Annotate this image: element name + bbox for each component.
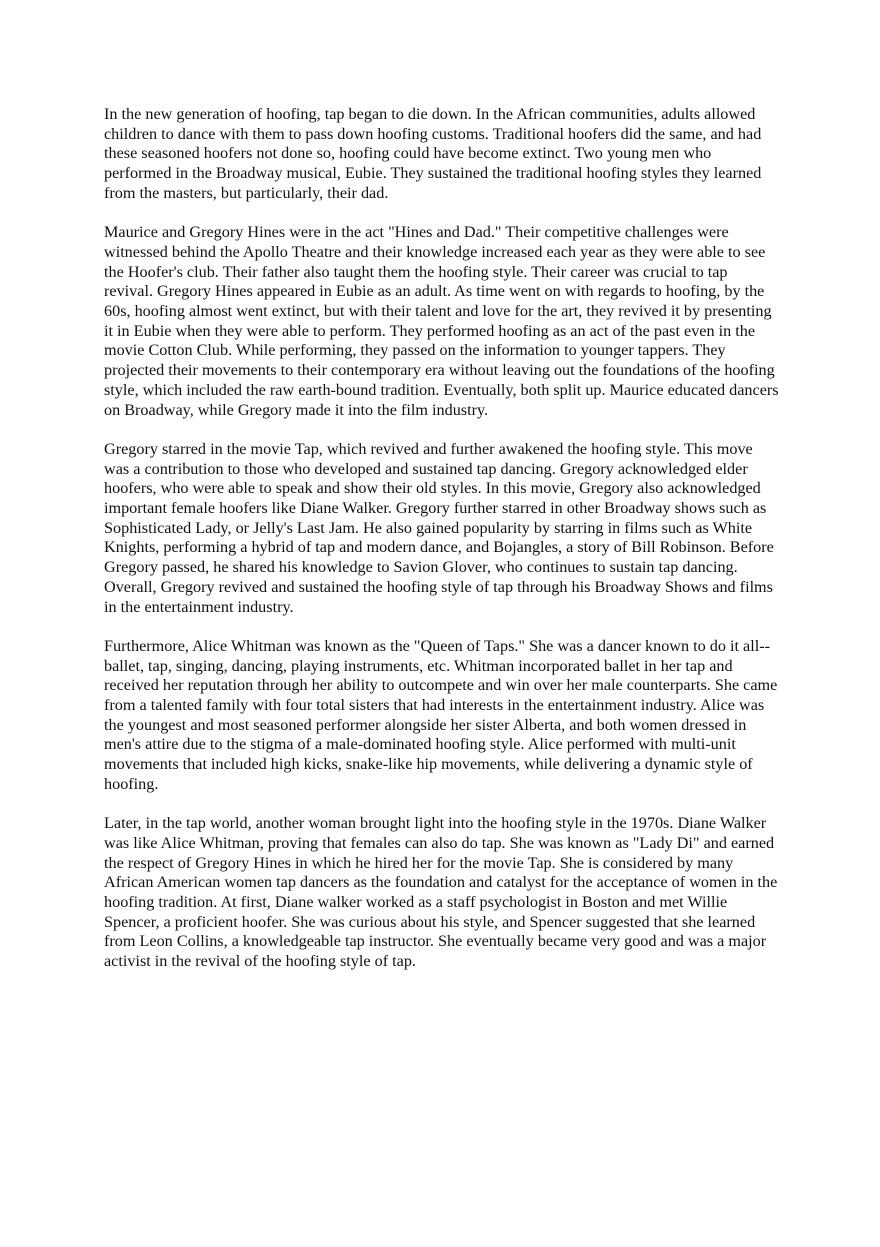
document-body [104,105,780,992]
paragraph-diane-walker: Later, in the tap world, another woman brought light into the hoofing style in the 1970s. Diane Walker was like Alice Whitman, proving that females can also do tap. She was known as "Lady Di" and earned the respect of Gregory Hines in which he hired her for the movie Tap. She is considered by many African American women tap dancers as the foundation and catalyst for the acceptance of women in the hoofing tradition. At first, Diane walker worked as a staff psychologist in Boston and met Willie Spencer, a proficient hoofer. She was curious about his style, and Spencer suggested that she learned from Leon Collins, a knowledgeable tap instructor. She eventually became very good and was a major activist in the revival of the hoofing style of tap. [104,814,778,971]
paragraph-hoofing-new-generation: In the new generation of hoofing, tap began to die down. In the African communities, adults allowed children to dance with them to pass down hoofing customs. Traditional hoofers did the same, and had these seasoned hoofers not done so, hoofing could have become extinct. Two young men who performed in the Broadway musical, Eubie. They sustained the traditional hoofing styles they learned from the masters, but particularly, their dad. [104,105,762,202]
paragraph-alice-whitman: Furthermore, Alice Whitman was known as the "Queen of Taps." She was a dancer known to do it all--ballet, tap, singing, dancing, playing instruments, etc. Whitman incorporated ballet in her tap and received her reputation through her ability to outcompete and win over her male counterparts. She came from a talented family with four total sisters that had interests in the entertainment industry. Alice was the youngest and most seasoned performer alongside her sister Alberta, and both women dressed in men's attire due to the stigma of a male-dominated hoofing style. Alice performed with multi-unit movements that included high kicks, snake-like hip movements, while delivering a dynamic style of hoofing. [104,636,778,793]
paragraph-gregory-tap: Gregory starred in the movie Tap, which revived and further awakened the hoofing style. This move was a contribution to those who developed and sustained tap dancing. Gregory acknowledged elder hoofers, who were able to speak and show their old styles. In this movie, Gregory also acknowledged important female hoofers like Diane Walker. Gregory further starred in other Broadway shows such as Sophisticated Lady, or Jelly's Last Jam. He also gained popularity by starring in films such as White Knights, performing a hybrid of tap and modern dance, and Bojangles, a story of Bill Robinson. Before Gregory passed, he shared his knowledge to Savion Glover, who continues to sustain tap dancing. Overall, Gregory revived and sustained the hoofing style of tap through his Broadway Shows and films in the entertainment industry. [104,439,774,616]
paragraph-hines-brothers: Maurice and Gregory Hines were in the act "Hines and Dad." Their competitive challenges were witnessed behind the Apollo Theatre and their knowledge increased each year as they were able to see the Hoofer's club. Their father also taught them the hoofing style. Their career was crucial to tap revival. Gregory Hines appeared in Eubie as an adult. As time went on with regards to hoofing, by the 60s, hoofing almost went extinct, but with their talent and love for the art, they revived it by presenting it in Eubie when they were able to perform. They performed hoofing as an act of the past even in the movie Cotton Club. While performing, they passed on the information to younger tappers. They projected their movements to their contemporary era without leaving out the foundations of the hoofing style, which included the raw earth-bound tradition. Eventually, both split up. Maurice educated dancers on Broadway, while Gregory made it into the film industry. [104,223,779,419]
